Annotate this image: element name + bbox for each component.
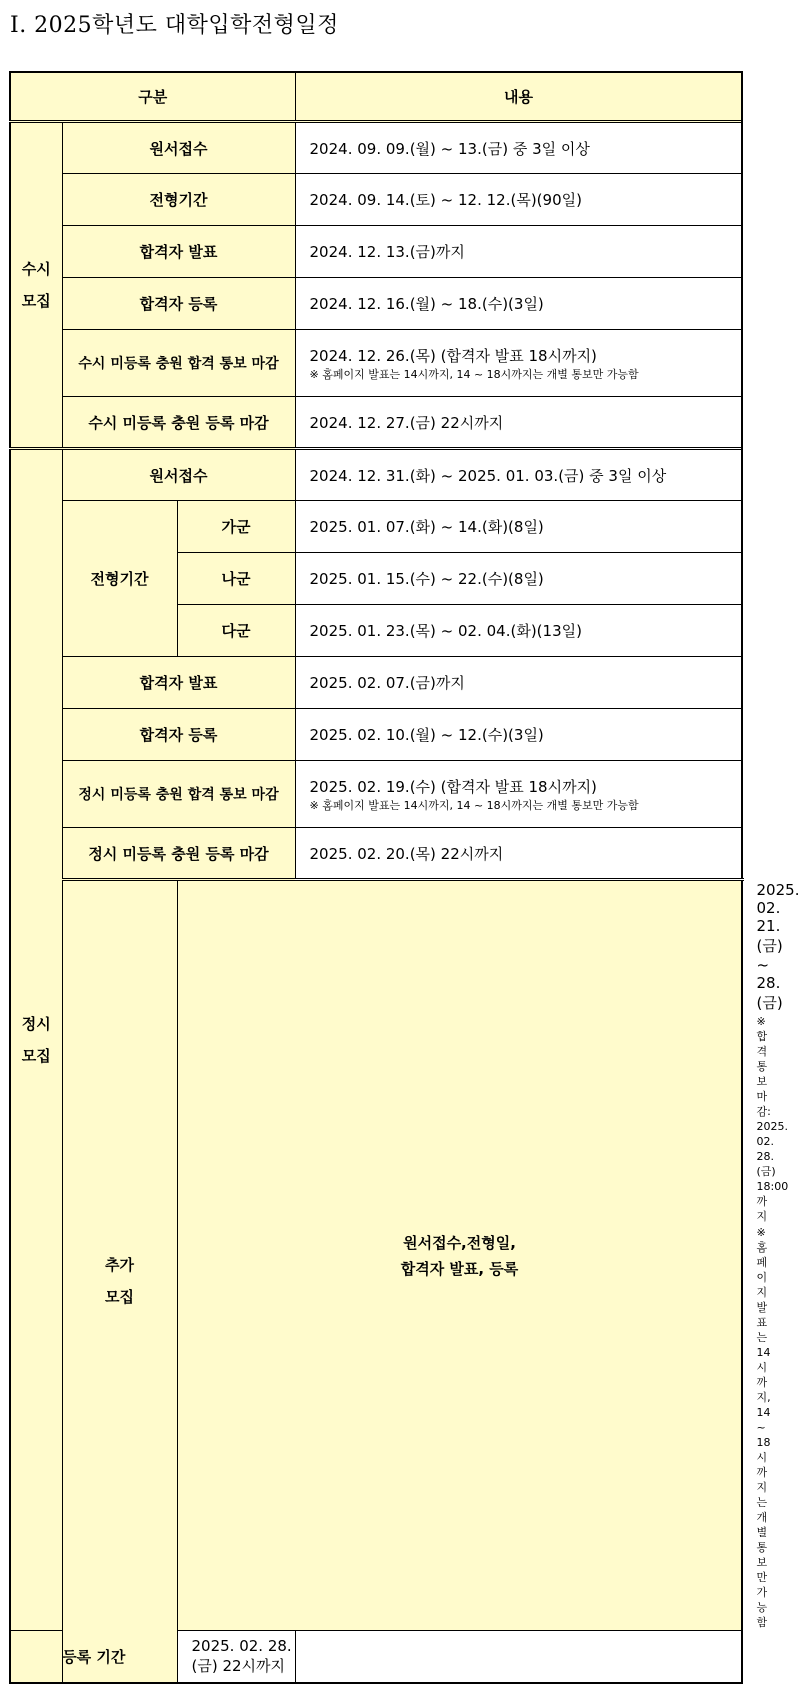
row-label: 합격자 발표 [62,226,295,278]
row-label: 수시 미등록 충원 등록 마감 [62,397,295,449]
table-row [10,330,742,397]
row-content-main: 2025. 02. 21.(금) ~ 28.(금) [756,881,799,1012]
row-label: 원서접수 [62,449,295,501]
row-content: 2025. 01. 23.(목) ~ 02. 04.(화)(13일) [295,605,742,657]
table-row [10,761,742,828]
table-row [10,1631,742,1683]
row-content: 2024. 12. 16.(월) ~ 18.(수)(3일) [295,278,742,330]
group-label: 나군 [177,553,295,605]
row-label: 원서접수,전형일, 합격자 발표, 등록 [177,880,742,1631]
period-label: 전형기간 [62,501,177,657]
category-jeongsi: 정시 모집 [10,449,62,1631]
row-label: 등록 기간 [10,1631,177,1683]
row-content: 2025. 02. 10.(월) ~ 12.(수)(3일) [295,709,742,761]
row-label: 정시 미등록 충원 합격 통보 마감 [62,761,295,828]
row-label: 합격자 등록 [62,709,295,761]
header-category: 구분 [10,72,295,122]
row-label: 수시 미등록 충원 합격 통보 마감 [62,330,295,397]
row-content-main: 2024. 12. 26.(목) (합격자 발표 18시까지) [309,346,597,365]
row-content-main: 2025. 02. 19.(수) (합격자 발표 18시까지) [309,777,597,796]
row-content: 2024. 09. 09.(월) ~ 13.(금) 중 3일 이상 [295,122,742,174]
row-content [295,330,742,397]
row-content: 2024. 12. 13.(금)까지 [295,226,742,278]
category-susi: 수시 모집 [10,122,62,449]
row-content: 2024. 12. 31.(화) ~ 2025. 01. 03.(금) 중 3일 이상 [295,449,742,501]
table-row [10,828,742,880]
row-content: 2025. 01. 15.(수) ~ 22.(수)(8일) [295,553,742,605]
table-row [10,122,742,174]
page-title: I. 2025학년도 대학입학전형일정 [10,13,339,38]
row-content: 2025. 02. 20.(목) 22시까지 [295,828,742,880]
row-content: 2025. 02. 28.(금) 22시까지 [177,1631,295,1683]
row-content: 2024. 12. 27.(금) 22시까지 [295,397,742,449]
table-row [10,397,742,449]
row-content: 2025. 01. 07.(화) ~ 14.(화)(8일) [295,501,742,553]
row-label: 합격자 발표 [62,657,295,709]
row-note: ※ 홈페이지 발표는 14시까지, 14 ~ 18시까지는 개별 통보만 가능함 [309,798,639,812]
table-row [10,278,742,330]
group-label: 다군 [177,605,295,657]
admission-schedule-table [9,71,799,1684]
table-row [10,449,742,501]
group-label: 가군 [177,501,295,553]
table-header-row [10,72,742,122]
header-content: 내용 [295,72,742,122]
row-label: 전형기간 [62,174,295,226]
table-row: 추가 모집 원서접수,전형일, 합격자 발표, 등록 2025. 02. 21.(금) ~ 28.(금) ※ 합격통보마감: 2025. 02. 28.(금) 18:00까지 ※ 홈페이지 발표는 14시까지, 14 ~ 18시까지는 개별 통보만 가능함 [10,880,742,1631]
row-label: 합격자 등록 [62,278,295,330]
row-label: 원서접수 [62,122,295,174]
row-content: 2025. 02. 07.(금)까지 [295,657,742,709]
category-chuga: 추가 모집 [62,880,177,1683]
table-row [10,657,742,709]
row-label: 정시 미등록 충원 등록 마감 [62,828,295,880]
row-note: ※ 홈페이지 발표는 14시까지, 14 ~ 18시까지는 개별 통보만 가능함 [309,367,639,381]
row-content [295,761,742,828]
row-content: 2024. 09. 14.(토) ~ 12. 12.(목)(90일) [295,174,742,226]
table-row [10,501,742,553]
table-row [10,174,742,226]
table-row [10,226,742,278]
table-row [10,709,742,761]
